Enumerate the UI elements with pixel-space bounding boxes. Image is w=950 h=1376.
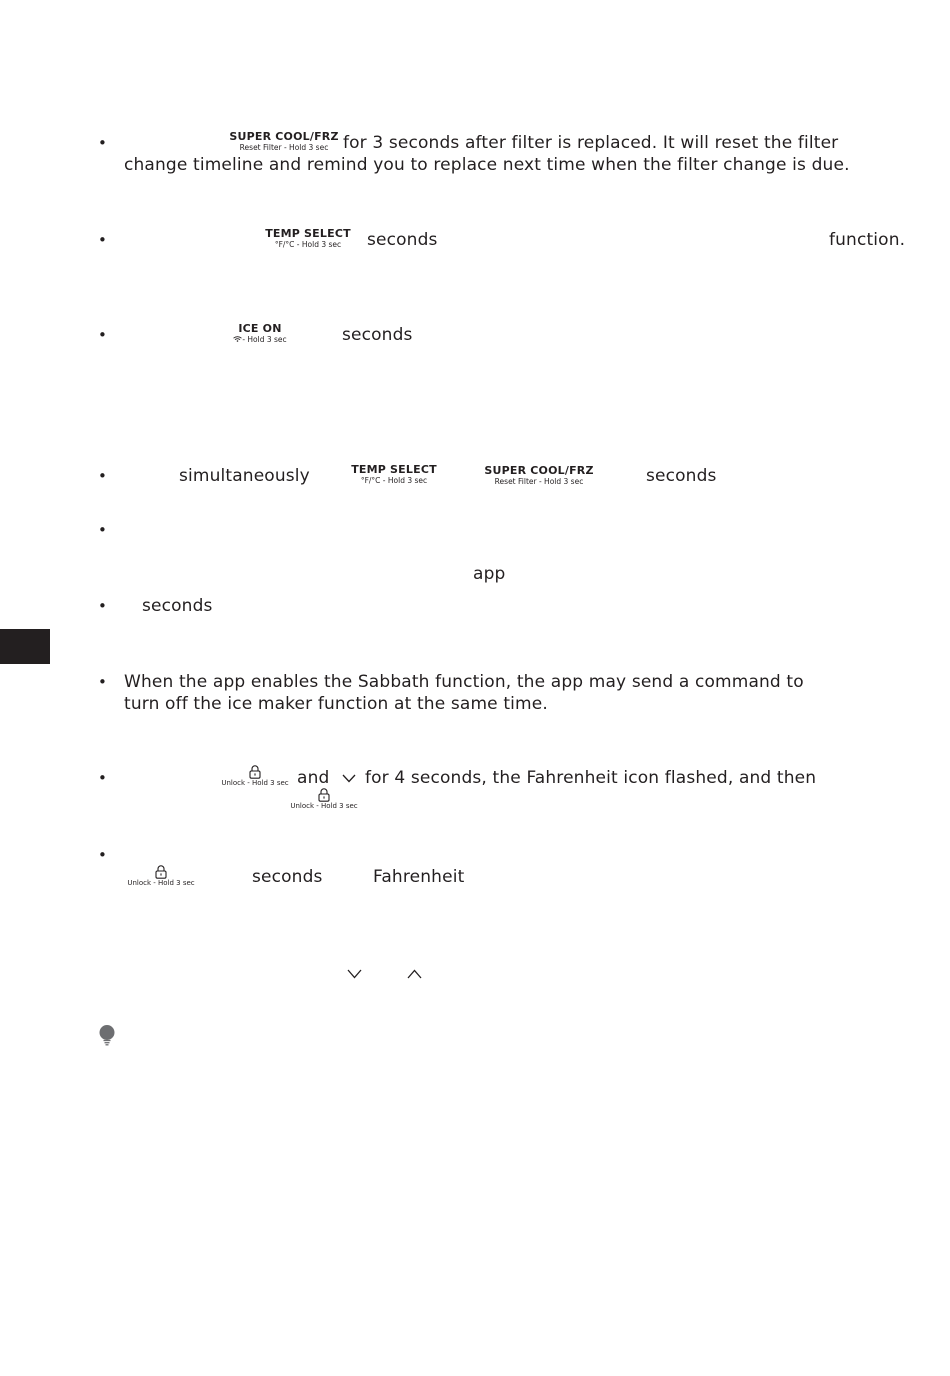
- lock-icon: [248, 765, 262, 779]
- app-text: app: [473, 564, 506, 584]
- simultaneously-text: simultaneously: [179, 466, 310, 486]
- chevron-down-icon: [347, 969, 362, 979]
- temp-select-button-graphic: [350, 464, 438, 486]
- button-sub-label: Unlock - Hold 3 sec: [127, 879, 195, 887]
- unit-seconds-text: seconds: [252, 867, 323, 887]
- unlock-button-graphic: [289, 788, 359, 811]
- sabbath-seconds-text-2: seconds: [142, 596, 213, 616]
- bullet: •: [98, 846, 107, 864]
- app-note-line2: turn off the ice maker function at the same time.: [124, 694, 548, 714]
- bullet: •: [98, 467, 107, 485]
- chevron-down-icon: [342, 774, 356, 783]
- temp-function-text: function.: [829, 230, 906, 250]
- button-main-label: SUPER COOL/FRZ: [484, 464, 594, 477]
- bullet: •: [98, 597, 107, 615]
- bullet: •: [98, 521, 107, 539]
- button-main-label: ICE ON: [238, 322, 282, 335]
- button-sub-label: °F/°C - Hold 3 sec: [274, 240, 342, 249]
- filter-text-line2: change timeline and remind you to replace next time when the filter change is due.: [124, 155, 850, 175]
- side-section-tab: [0, 629, 50, 664]
- button-sub-text: - Hold 3 sec: [242, 335, 287, 344]
- button-main-label: SUPER COOL/FRZ: [229, 130, 339, 143]
- super-cool-frz-button-graphic: [482, 465, 596, 487]
- bullet: •: [98, 326, 107, 344]
- temp-seconds-text: seconds: [367, 230, 438, 250]
- button-main-label: TEMP SELECT: [351, 463, 437, 476]
- button-sub-label: Unlock - Hold 3 sec: [290, 802, 358, 810]
- and-text: and: [297, 768, 330, 788]
- bullet: •: [98, 673, 107, 691]
- ice-seconds-text: seconds: [342, 325, 413, 345]
- unit-switch-text: for 4 seconds, the Fahrenheit icon flashed, and then: [365, 768, 817, 788]
- lock-icon: [317, 788, 331, 802]
- lock-icon: [154, 865, 168, 879]
- fahrenheit-text: Fahrenheit: [373, 867, 465, 887]
- chevron-up-icon: [407, 969, 422, 979]
- unlock-button-graphic: [126, 865, 196, 888]
- button-main-label: TEMP SELECT: [265, 227, 351, 240]
- app-note-line1: When the app enables the Sabbath function, the app may send a command to: [124, 672, 804, 692]
- lightbulb-icon: [98, 1024, 116, 1046]
- filter-text-line1: for 3 seconds after filter is replaced. It will reset the filter: [343, 133, 839, 153]
- button-sub-label: Reset Filter - Hold 3 sec: [239, 143, 329, 152]
- super-cool-frz-button-graphic: [228, 131, 340, 153]
- button-sub-label: [226, 335, 294, 345]
- unlock-button-graphic: [220, 765, 290, 788]
- temp-select-button-graphic: [264, 228, 352, 250]
- sabbath-seconds-text: seconds: [646, 466, 717, 486]
- button-sub-label: Reset Filter - Hold 3 sec: [494, 477, 584, 486]
- bullet: •: [98, 769, 107, 787]
- bullet: •: [98, 134, 107, 152]
- button-sub-label: Unlock - Hold 3 sec: [221, 779, 289, 787]
- button-sub-label: °F/°C - Hold 3 sec: [360, 476, 428, 485]
- wifi-icon: [233, 336, 242, 342]
- ice-on-button-graphic: [226, 323, 294, 345]
- bullet: •: [98, 231, 107, 249]
